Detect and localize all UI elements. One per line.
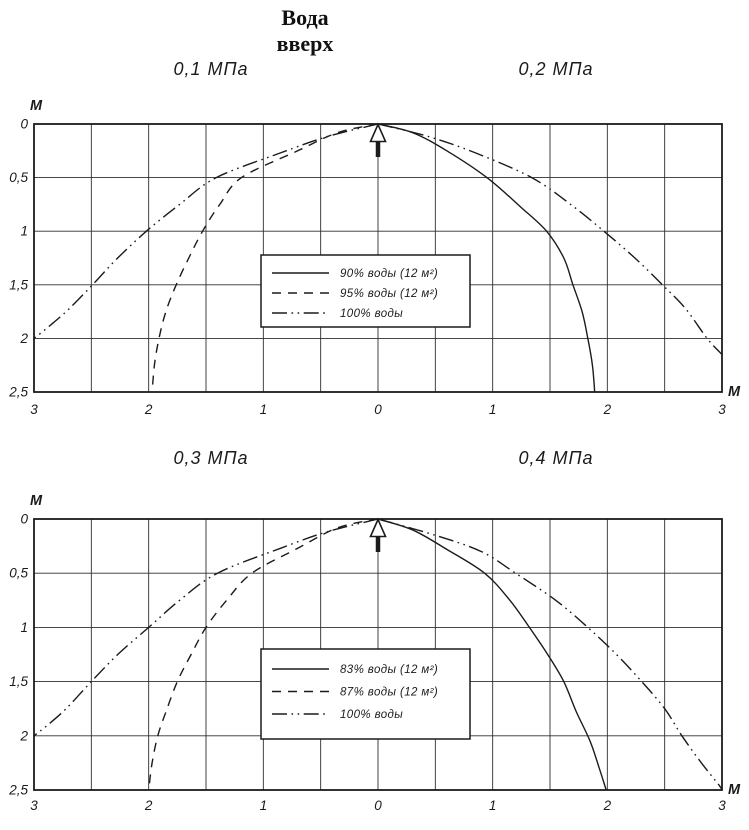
x-tick-label: 2 xyxy=(144,798,153,813)
y-tick-label: 2 xyxy=(20,330,28,346)
x-tick-label: 1 xyxy=(488,798,497,813)
pressure-label-right: 0,4 МПа xyxy=(518,448,594,468)
x-tick-label: 2 xyxy=(603,798,612,813)
y-tick-label: 1,5 xyxy=(9,277,28,293)
legend-label: 95% воды (12 м²) xyxy=(340,288,439,300)
pressure-label-right: 0,2 МПа xyxy=(518,59,594,79)
y-tick-label: 2 xyxy=(20,728,28,744)
x-tick-label: 3 xyxy=(718,798,726,813)
nozzle-arrow-icon xyxy=(371,520,386,553)
x-axis-unit-label: М xyxy=(728,384,741,400)
y-tick-label: 2,5 xyxy=(9,384,28,400)
x-tick-label: 3 xyxy=(30,402,38,417)
y-tick-label: 1 xyxy=(20,223,28,239)
x-tick-label: 0 xyxy=(374,402,382,417)
pressure-label-left: 0,3 МПа xyxy=(173,448,249,468)
y-axis-unit-label: М xyxy=(30,493,43,509)
title-line-1: Вода xyxy=(281,5,329,30)
x-tick-label: 1 xyxy=(259,402,268,417)
y-tick-label: 0,5 xyxy=(9,170,28,186)
legend-label: 100% воды xyxy=(340,709,404,721)
x-tick-label: 1 xyxy=(488,402,497,417)
x-axis-unit-label: М xyxy=(728,782,741,798)
legend xyxy=(261,255,470,327)
y-tick-label: 0 xyxy=(20,511,28,527)
legend-label: 87% воды (12 м²) xyxy=(340,686,439,699)
x-tick-label: 2 xyxy=(603,402,612,417)
y-axis-unit-label: М xyxy=(30,98,43,114)
y-tick-label: 2,5 xyxy=(9,782,28,798)
nozzle-arrow-icon xyxy=(371,125,386,158)
chart-bottom xyxy=(8,448,741,813)
chart-top xyxy=(8,59,741,417)
pressure-label-left: 0,1 МПа xyxy=(173,59,249,79)
y-tick-label: 0,5 xyxy=(9,565,28,581)
y-tick-label: 1,5 xyxy=(9,674,28,690)
x-tick-label: 2 xyxy=(144,402,153,417)
y-tick-label: 0 xyxy=(20,116,28,132)
legend-label: 90% воды (12 м²) xyxy=(340,268,439,280)
legend-label: 83% воды (12 м²) xyxy=(340,664,439,676)
x-tick-label: 3 xyxy=(30,798,38,813)
legend xyxy=(261,649,470,739)
x-tick-label: 0 xyxy=(374,798,382,813)
legend-label: 100% воды xyxy=(340,308,404,320)
x-tick-label: 1 xyxy=(259,798,268,813)
y-tick-label: 1 xyxy=(20,619,28,635)
x-tick-label: 3 xyxy=(718,402,726,417)
title-line-2: вверх xyxy=(276,30,334,56)
